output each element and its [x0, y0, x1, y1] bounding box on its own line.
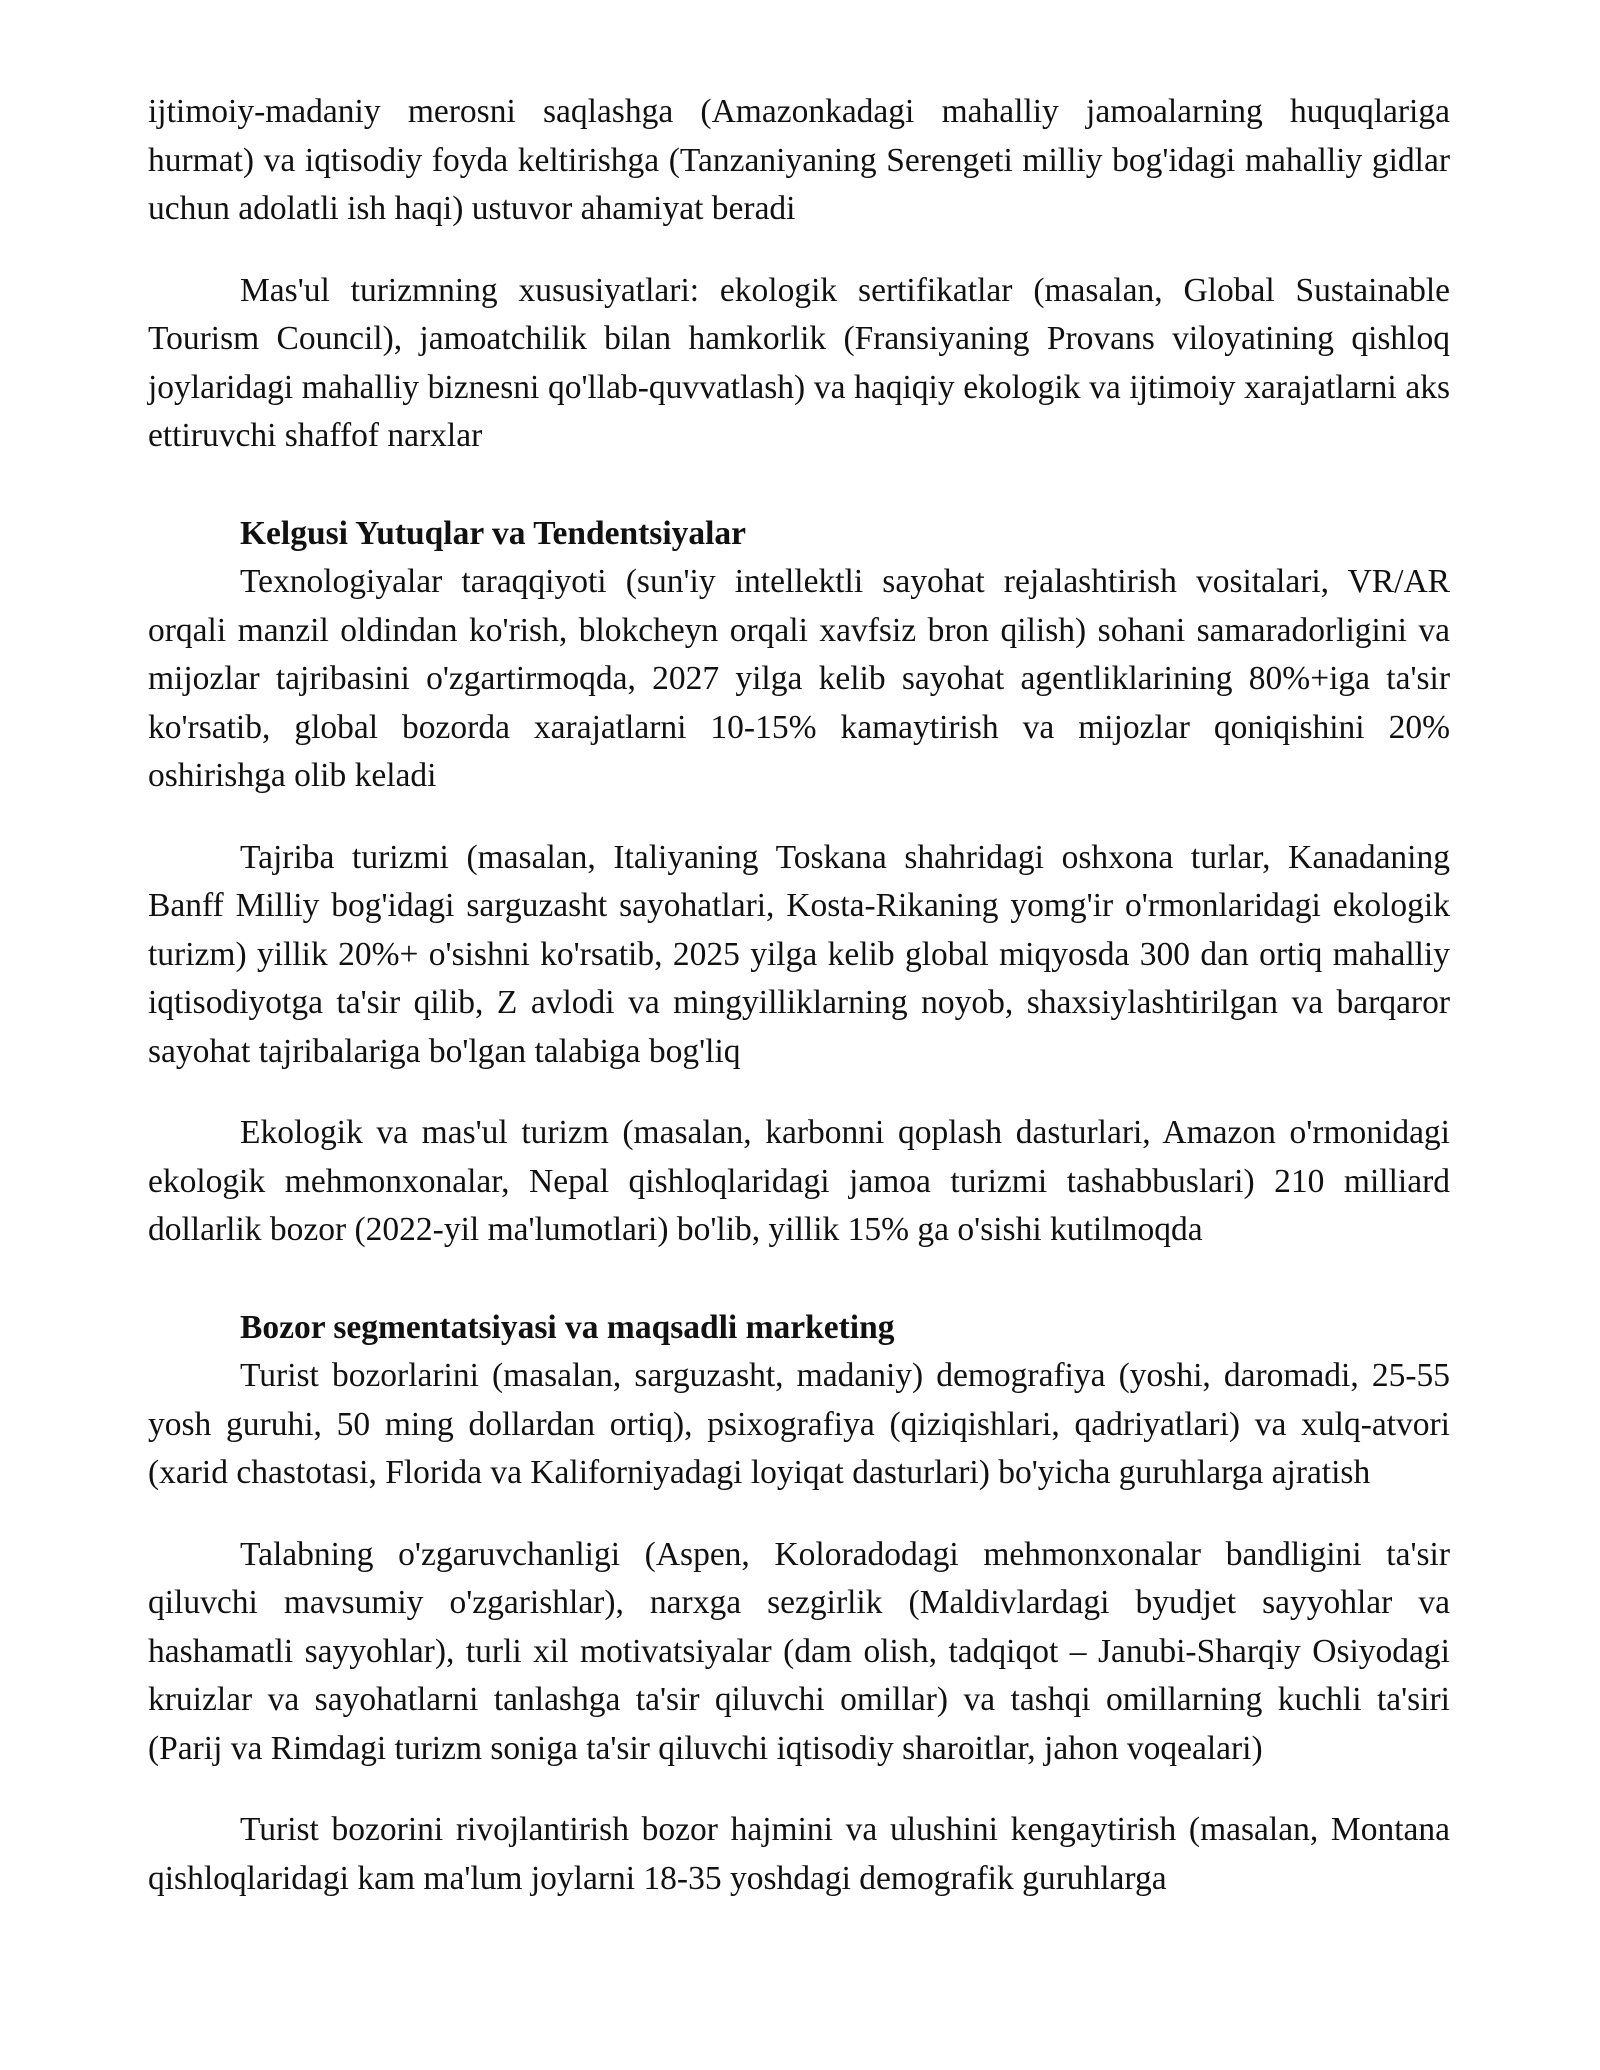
- paragraph-responsible-tourism-features: Mas'ul turizmning xususiyatlari: ekologik sertifikatlar (masalan, Global Sustainable Tourism Council), jamoatchilik bilan hamkorlik (Fransiyaning Provans viloyatining qishloq joylaridagi mahalliy biznesni qo'llab-quvvatlash) va haqiqiy ekologik va ijtimoiy xarajatlarni aks ettiruvchi shaffof narxlar: [148, 271, 1450, 454]
- paragraph-eco-responsible-tourism: Ekologik va mas'ul turizm (masalan, karbonni qoplash dasturlari, Amazon o'rmonidagi ekologik mehmonxonalar, Nepal qishloqlaridagi jamoa turizmi tashabbuslari) 210 milliard dollarlik bozor (2022-yil ma'lumotlari) bo'lib, yillik 15% ga o'sishi kutilmoqda: [148, 1114, 1450, 1248]
- paragraph-market-grouping: Turist bozorlarini (masalan, sarguzasht, madaniy) demografiya (yoshi, daromadi, 25-55 yosh guruhi, 50 ming dollardan ortiq), psixografiya (qiziqishlari, qadriyatlari) va xulq-atvori (xarid chastotasi, Florida va Kaliforniyadagi loyiqat dasturlari) bo'yicha guruhlarga ajratish: [148, 1357, 1450, 1491]
- paragraph-experiential-tourism: Tajriba turizmi (masalan, Italiyaning Toskana shahridagi oshxona turlar, Kanadaning Banff Milliy bog'idagi sarguzasht sayohatlari, Kosta-Rikaning yomg'ir o'rmonlaridagi ekologik turizm) yillik 20%+ o'sishni ko'rsatib, 2025 yilga kelib global miqyosda 300 dan ortiq mahalliy iqtisodiyotga ta'sir qilib, Z avlodi va mingyilliklarning noyob, shaxsiylashtirilgan va barqaror sayohat tajribalariga bo'lgan talabiga bog'liq: [148, 838, 1450, 1070]
- paragraph-technology-progress: Texnologiyalar taraqqiyoti (sun'iy intellektli sayohat rejalashtirish vositalari, VR/AR orqali manzil oldindan ko'rish, blokcheyn orqali xavfsiz bron qilish) sohani samaradorligini va mijozlar tajribasini o'zgartirmoqda, 2027 yilga kelib sayohat agentliklarining 80%+iga ta'sir ko'rsatib, global bozorda xarajatlarni 10-15% kamaytirish va mijozlar qoniqishini 20% oshirishga olib keladi: [148, 563, 1450, 794]
- paragraph-market-development: Turist bozorini rivojlantirish bozor hajmini va ulushini kengaytirish (masalan, Montana qishloqlaridagi kam ma'lum joylarni 18-35 yoshdagi demografik guruhlarga: [148, 1811, 1450, 1897]
- section-heading-market-segmentation: Bozor segmentatsiyasi va maqsadli marketing: [240, 1308, 895, 1346]
- document-body: [148, 88, 1450, 1936]
- paragraph-demand-variability: Talabning o'zgaruvchanligi (Aspen, Koloradodagi mehmonxonalar bandligini ta'sir qiluvchi mavsumiy o'zgarishlar), narxga sezgirlik (Maldivlardagi byudjet sayyohlar va hashamatli sayyohlar), turli xil motivatsiyalar (dam olish, tadqiqot – Janubi-Sharqiy Osiyodagi kruizlar va sayohatlarni tanlashga ta'sir qiluvchi omillar) va tashqi omillarning kuchli ta'siri (Parij va Rimdagi turizm soniga ta'sir qiluvchi iqtisodiy sharoitlar, jahon voqealari): [148, 1535, 1450, 1767]
- paragraph-sustainable-tourism-priorities: ijtimoiy-madaniy merosni saqlashga (Amazonkadagi mahalliy jamoalarning huquqlariga hurmat) va iqtisodiy foyda keltirishga (Tanzaniyaning Serengeti milliy bog'idagi mahalliy gidlar uchun adolatli ish haqi) ustuvor ahamiyat beradi: [148, 93, 1450, 227]
- section-heading-future-trends: Kelgusi Yutuqlar va Tendentsiyalar: [240, 514, 747, 552]
